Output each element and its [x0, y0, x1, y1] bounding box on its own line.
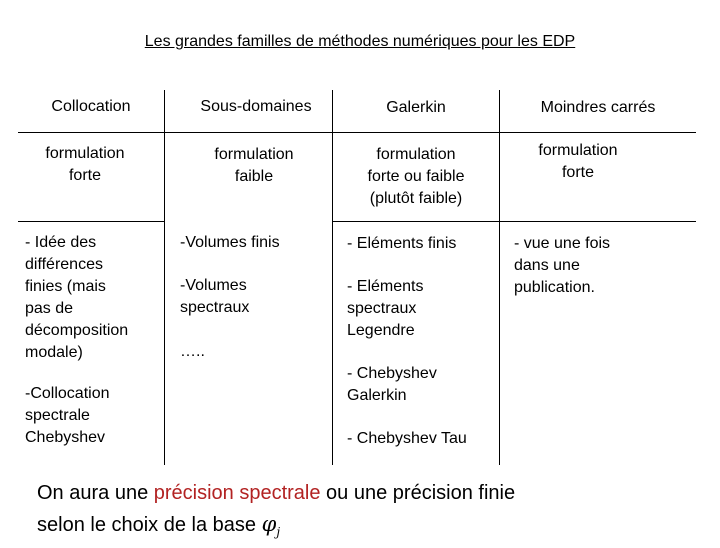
galerkin-item-elements-finis: - Eléments finis [347, 235, 457, 252]
item-line: modale) [25, 344, 83, 361]
formulation-divider-right [500, 221, 696, 222]
column-divider-1 [164, 90, 165, 465]
formulation-line: formulation [376, 146, 456, 163]
formulation-moindres-carres [500, 140, 656, 184]
header-galerkin: Galerkin [386, 99, 446, 116]
sous-domaines-item-volumes-spectraux [180, 275, 249, 319]
footer-text: ou une précision finie [320, 482, 516, 504]
formulation-galerkin [333, 144, 499, 210]
moindres-carres-item-publication [514, 233, 610, 299]
item-line: spectraux [180, 299, 250, 316]
phi-symbol: φ [261, 512, 277, 536]
item-line: - Eléments [347, 278, 424, 295]
collocation-item-spectrale [25, 383, 109, 449]
header-divider [18, 132, 696, 133]
header-moindres-carres: Moindres carrés [540, 99, 656, 116]
item-line: différences [25, 256, 103, 273]
item-line: -Collocation [25, 385, 110, 402]
formulation-line: faible [234, 168, 274, 185]
galerkin-item-chebyshev-tau: - Chebyshev Tau [347, 430, 467, 447]
footer-text: selon le choix de la base [37, 514, 262, 536]
item-line: Legendre [347, 322, 415, 339]
item-line: - Idée des [25, 234, 97, 251]
formulation-line: forte [68, 167, 101, 184]
header-collocation: Collocation [51, 98, 131, 115]
formulation-line: (plutôt faible) [369, 190, 463, 207]
sous-domaines-item-volumes-finis: -Volumes finis [180, 234, 280, 251]
formulation-line: formulation [45, 145, 125, 162]
formulation-sous-domaines [172, 144, 336, 188]
formulation-collocation [18, 143, 152, 187]
item-line: spectrale [25, 407, 90, 424]
collocation-item-differences-finies [25, 232, 128, 364]
formulation-line: forte ou faible [367, 168, 465, 185]
item-line: - Chebyshev [347, 365, 437, 382]
item-line: finies (mais [25, 278, 106, 295]
footer-line-2 [37, 509, 697, 548]
footer-text: On aura une [37, 482, 154, 504]
footer-accent-text: précision spectrale [153, 482, 321, 504]
item-line: Galerkin [347, 387, 407, 404]
item-line: décomposition [25, 322, 129, 339]
formulation-line: forte [561, 164, 594, 181]
item-line: pas de [25, 300, 74, 317]
item-line: - vue une fois [514, 235, 611, 252]
formulation-divider-left [18, 221, 165, 222]
item-line: publication. [514, 279, 595, 296]
footer-note [37, 478, 697, 548]
formulation-line: formulation [214, 146, 294, 163]
galerkin-item-elements-spectraux [347, 276, 423, 342]
item-line: -Volumes [180, 277, 247, 294]
item-line: dans une [514, 257, 580, 274]
galerkin-item-chebyshev-galerkin [347, 363, 437, 407]
item-line: spectraux [347, 300, 417, 317]
formulation-line: formulation [538, 142, 618, 159]
header-sous-domaines: Sous-domaines [200, 98, 312, 115]
footer-line-1 [37, 478, 697, 509]
page-title: Les grandes familles de méthodes numériques pour les EDP [144, 33, 576, 50]
item-line: Chebyshev [25, 429, 106, 446]
sous-domaines-item-ellipsis: ….. [180, 343, 205, 360]
phi-subscript: j [276, 525, 281, 539]
formulation-divider-mid [333, 221, 500, 222]
